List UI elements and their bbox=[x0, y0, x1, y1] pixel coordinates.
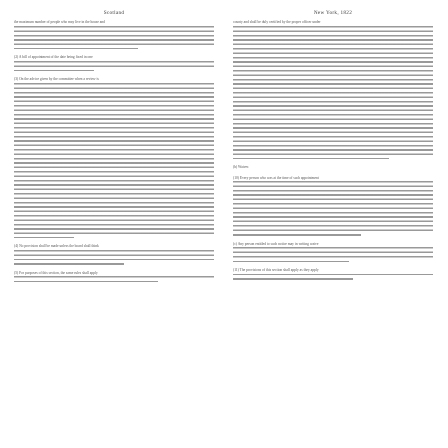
paragraph-text-lines bbox=[233, 247, 433, 257]
paragraph-lead: (2) A bill of appointment of the date being fixed in one bbox=[14, 55, 93, 60]
paragraph-last-line bbox=[14, 263, 124, 265]
paragraph bbox=[14, 20, 214, 49]
paragraph-last-line bbox=[233, 261, 349, 263]
paragraph bbox=[233, 242, 433, 262]
paragraph-text-lines bbox=[233, 181, 433, 231]
paragraph-lead: (5) For purposes of this section, the same rules shall apply bbox=[14, 270, 98, 275]
paragraph bbox=[233, 176, 433, 236]
paragraph-last-line bbox=[14, 48, 138, 50]
paragraph-lead: (10) Every person who was at the time of such appointment bbox=[233, 175, 319, 180]
paragraph bbox=[14, 55, 214, 71]
paragraph bbox=[233, 165, 433, 170]
paragraph-lead: (c) Any person entitled to such notice may in writing waive bbox=[233, 241, 319, 246]
paragraph bbox=[14, 244, 214, 264]
paragraph bbox=[14, 271, 214, 283]
left-running-header: Scotland bbox=[103, 10, 125, 16]
paragraph-text-lines bbox=[233, 274, 433, 276]
right-column bbox=[233, 10, 433, 286]
paragraph-text-lines bbox=[14, 61, 214, 67]
paragraph-text-lines bbox=[14, 276, 214, 278]
paragraph-last-line bbox=[233, 234, 361, 236]
paragraph-last-line bbox=[14, 237, 74, 239]
left-entries bbox=[14, 20, 214, 282]
right-entries bbox=[233, 20, 433, 280]
left-column bbox=[14, 10, 214, 288]
paragraph bbox=[233, 268, 433, 280]
paragraph-text-lines bbox=[14, 26, 214, 45]
paragraph-lead: the maximum number of people who may live in the house and bbox=[14, 20, 105, 24]
paragraph-lead: county and shall be duly certified by the proper officer under bbox=[233, 20, 321, 24]
paragraph bbox=[233, 20, 433, 159]
right-running-header: New York, 1822 bbox=[313, 10, 353, 16]
paragraph-text-lines bbox=[14, 83, 214, 234]
paragraph-lead: (b) Waiver. bbox=[233, 165, 250, 170]
paragraph bbox=[14, 77, 214, 238]
paragraph-text-lines bbox=[14, 250, 214, 260]
paragraph-lead: (11) The provisions of this section shall apply as they apply bbox=[233, 268, 319, 273]
paragraph-last-line bbox=[233, 158, 389, 160]
paragraph-last-line bbox=[14, 281, 158, 283]
paragraph-lead: (4) No provision shall be made unless the board shall think bbox=[14, 244, 99, 249]
paragraph-lead: (3) On the advice given by the committee when a review is bbox=[14, 77, 99, 82]
paragraph-last-line bbox=[14, 70, 94, 72]
paragraph-text-lines bbox=[233, 26, 433, 155]
paragraph-last-line bbox=[233, 278, 353, 280]
